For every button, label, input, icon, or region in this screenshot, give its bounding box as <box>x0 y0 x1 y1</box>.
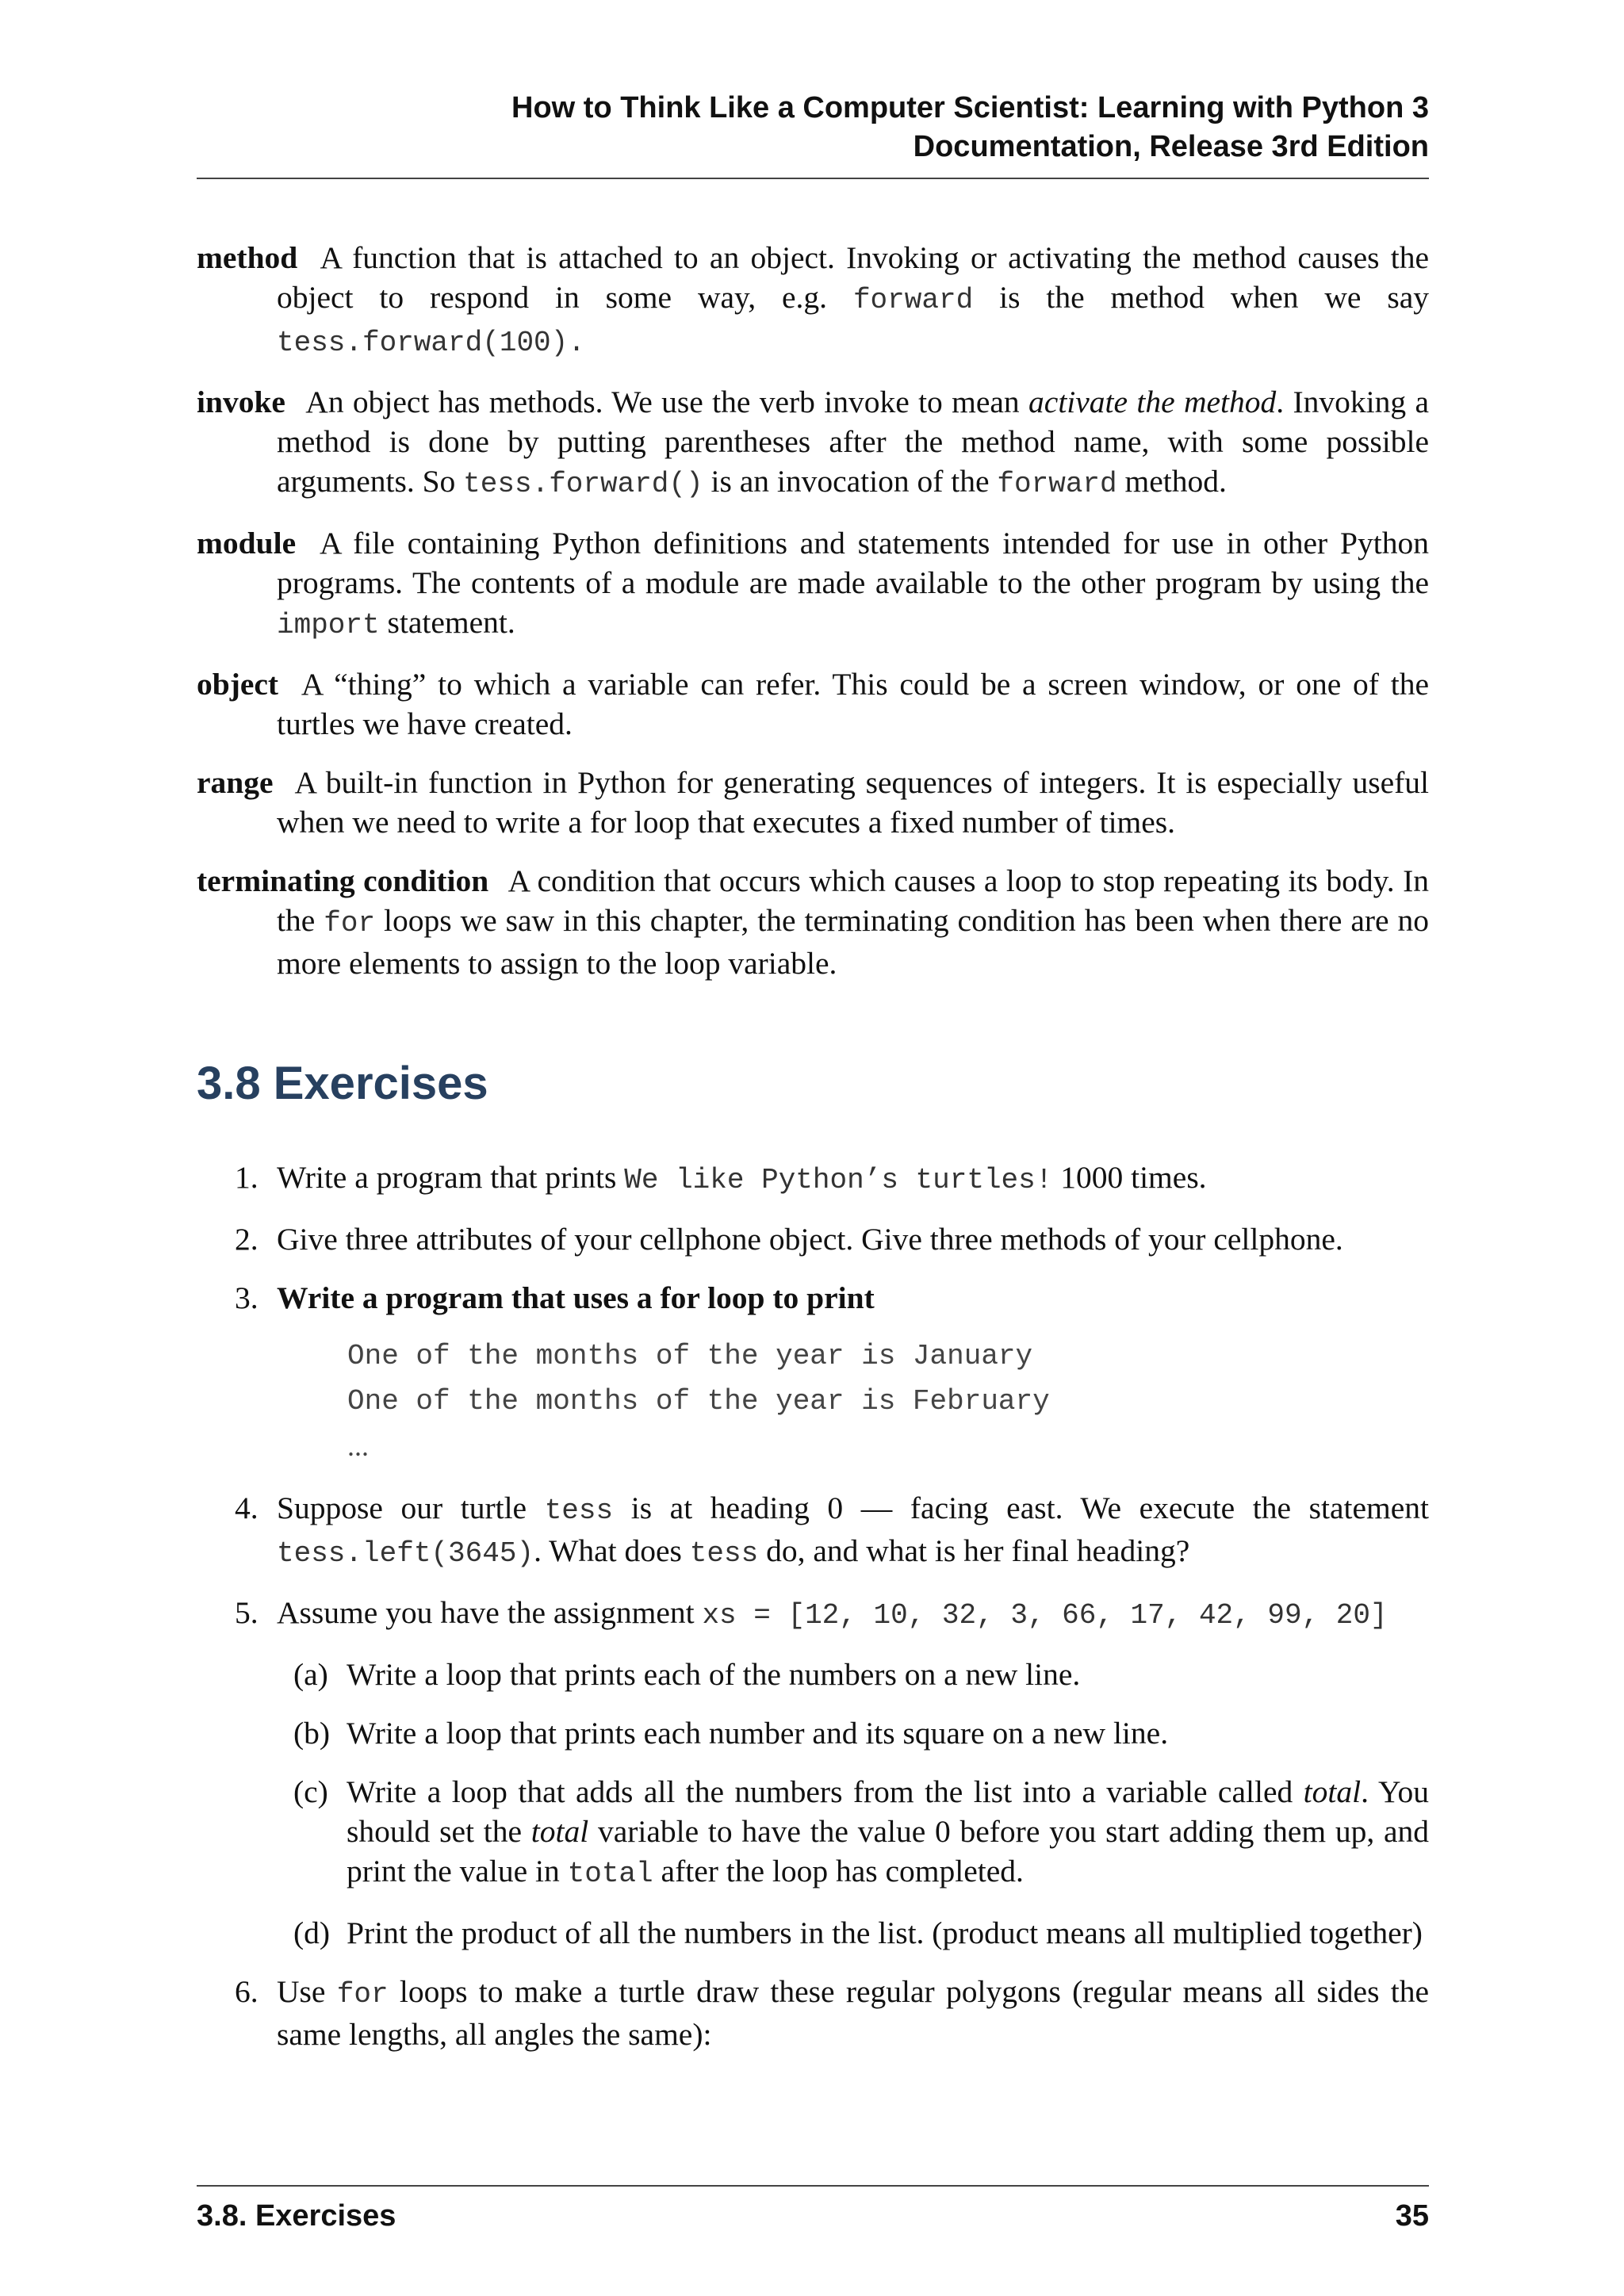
sub-exercise-label: (a) <box>293 1657 328 1692</box>
exercise-number: 3. <box>235 1280 259 1315</box>
glossary-entry-object <box>197 664 1429 744</box>
glossary-term: module <box>197 526 297 561</box>
code-ellipsis: ... <box>347 1430 369 1462</box>
glossary-definition: A “thing” to which a variable can refer. This could be a screen window, or one of the turtles we have created. <box>277 667 1430 741</box>
glossary-entry-method <box>197 238 1429 363</box>
exercise-item: 4. Suppose our turtle tess is at heading 0 — facing east. We execute the statement tess.left(3645). What does tess do, and what is her final heading? <box>197 1488 1429 1574</box>
page-content <box>197 238 1429 2073</box>
sub-exercise-label: (c) <box>293 1774 328 1809</box>
header-title-line2: Documentation, Release 3rd Edition <box>913 130 1429 163</box>
code-line: One of the months of the year is January <box>347 1340 1033 1372</box>
exercise-prompt: Write a program that uses a for loop to print <box>277 1280 875 1315</box>
exercise-number: 6. <box>235 1974 259 2009</box>
header-title-line1: How to Think Like a Computer Scientist: Learning with Python 3 <box>511 91 1429 124</box>
page-footer <box>197 2185 1429 2236</box>
glossary-term: terminating condition <box>197 863 489 898</box>
exercise-number: 1. <box>235 1160 259 1195</box>
code-block <box>347 1334 1429 1469</box>
page-number: 35 <box>1395 2199 1429 2233</box>
section-heading: 3.8 Exercises <box>197 1058 488 1109</box>
glossary-definition: A function that is attached to an object. Invoking or activating the method causes the object to respond in some way, e.g. forward is the method when we say tess.forward(100). <box>277 240 1430 359</box>
glossary-term: method <box>197 240 298 275</box>
sub-exercise-label: (b) <box>293 1716 331 1751</box>
sub-exercise-item: (d) Print the product of all the numbers in the list. (product means all multiplied together) <box>277 1913 1429 1953</box>
footer-section-label: 3.8. Exercises <box>197 2199 396 2233</box>
code-line: One of the months of the year is February <box>347 1385 1050 1418</box>
exercise-list <box>197 1158 1429 2054</box>
glossary-definition: A built-in function in Python for generating sequences of integers. It is especially useful when we need to write a for loop that executes a fixed number of times. <box>277 765 1429 840</box>
exercise-item: 5. Assume you have the assignment xs = [12, 10, 32, 3, 66, 17, 42, 99, 20] (a) Write a loop that prints each of the numbers on a new line. (b) Write a loop that prints each number and its square on a new line. (c) Write a loop that adds all the numbers from the list into a variable called total. You should set the total variable to have the value 0 before you start adding them up, and print the value in total after the loop has completed. (d) Print the product of all the numbers in the list. (product means all multiplied together) <box>197 1593 1429 1953</box>
glossary-definition: A condition that occurs which causes a loop to stop repeating its body. In the for loops we saw in this chapter, the terminating condition has been when there are no more elements to assign to the loop variable. <box>277 863 1430 981</box>
glossary-definition: A file containing Python definitions and statements intended for use in other Python programs. The contents of a module are made available to the other program by using the import statement. <box>277 526 1429 641</box>
running-header <box>197 89 1429 179</box>
exercise-item: 6. Use for loops to make a turtle draw these regular polygons (regular means all sides the same lengths, all angles the same): <box>197 1972 1429 2054</box>
sub-exercise-list <box>277 1655 1429 1953</box>
sub-exercise-item: (b) Write a loop that prints each number and its square on a new line. <box>277 1713 1429 1753</box>
glossary-entry-range <box>197 763 1429 842</box>
glossary-entry-invoke <box>197 382 1429 504</box>
exercise-number: 2. <box>235 1222 259 1257</box>
glossary-term: invoke <box>197 385 285 419</box>
glossary-term: range <box>197 765 274 800</box>
glossary-term: object <box>197 667 279 702</box>
sub-exercise-label: (d) <box>293 1915 331 1950</box>
glossary-definition: An object has methods. We use the verb invoke to mean activate the method. Invoking a method is done by putting parentheses after the method name, with some possible arguments. So tess.forward() is an invocation of the forward method. <box>277 385 1429 500</box>
glossary-entry-module <box>197 523 1429 645</box>
exercise-number: 5. <box>235 1595 259 1630</box>
exercise-number: 4. <box>235 1490 259 1525</box>
sub-exercise-item: (c) Write a loop that adds all the numbers from the list into a variable called total. You should set the total variable to have the value 0 before you start adding them up, and print the value in total after the loop has completed. <box>277 1772 1429 1894</box>
exercise-item: 2. Give three attributes of your cellphone object. Give three methods of your cellphone. <box>197 1219 1429 1259</box>
glossary-entry-terminating-condition <box>197 861 1429 983</box>
exercise-item: 1. Write a program that prints We like Python’s turtles! 1000 times. <box>197 1158 1429 1200</box>
sub-exercise-item: (a) Write a loop that prints each of the numbers on a new line. <box>277 1655 1429 1694</box>
exercise-item <box>197 1278 1429 1469</box>
